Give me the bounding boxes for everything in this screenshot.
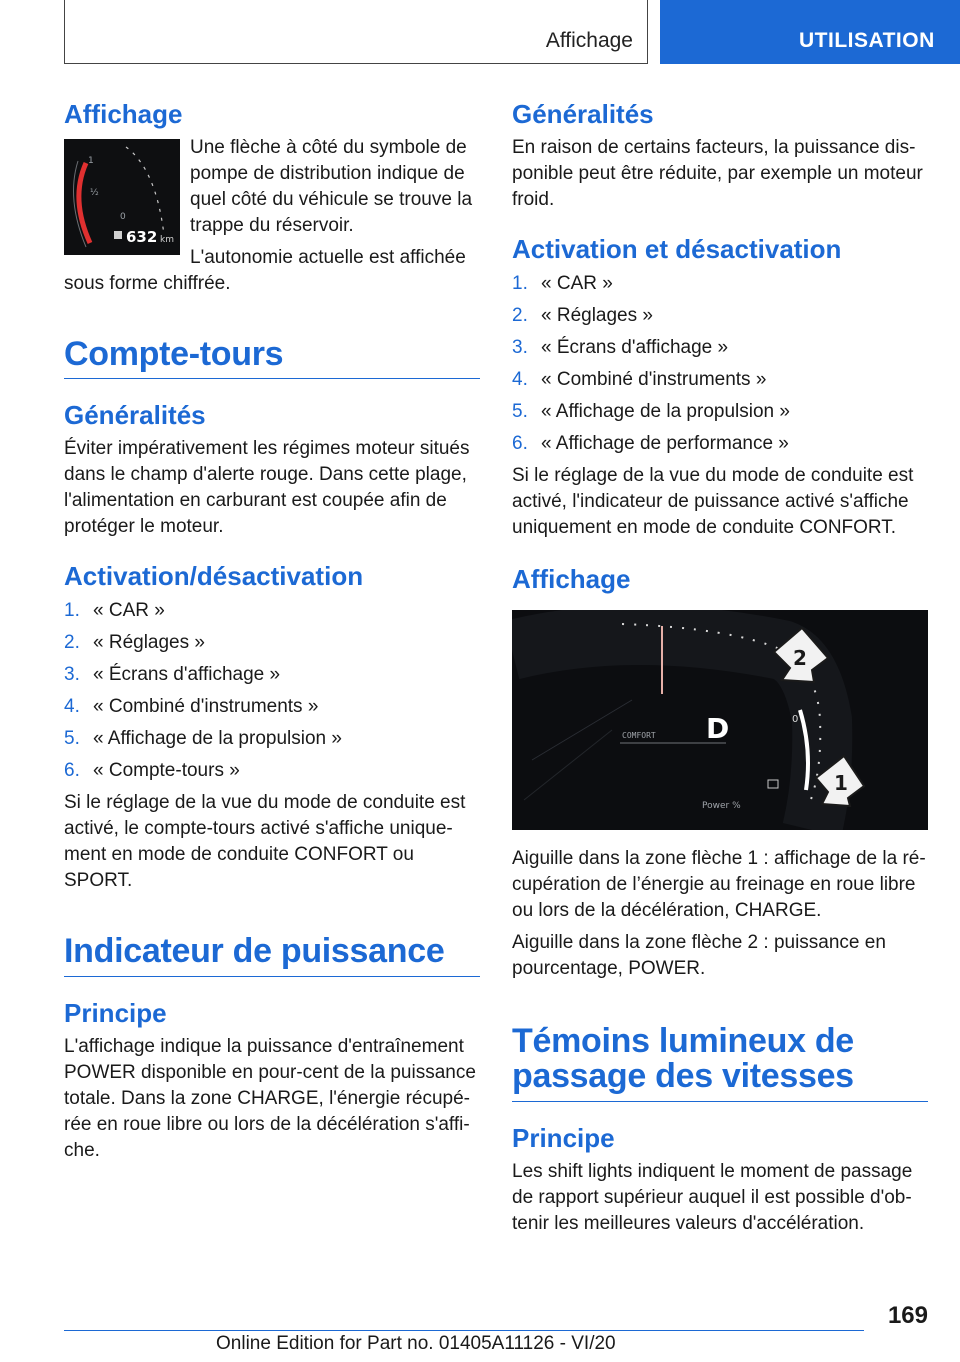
affichage-block [64,135,480,297]
section-title-activation-right: Activation et désactivation [512,233,842,264]
list-item: 3. « Écrans d'affichage » [64,664,281,686]
activation-right-note: Si le réglage de la vue du mode de conduite est activé, l'indicateur de puissance activé s'affiche uniquement en mode de conduite CONFORT. [512,465,914,539]
gauge-tick-half: ½ [90,187,99,198]
header-section-title: Affichage [545,29,633,52]
svg-text:1: 1 [834,770,848,795]
list-item: 4. « Combiné d'instruments » [512,369,767,391]
section-title-affichage-right: Affichage [512,564,631,595]
list-item: 6. « Affichage de performance » [512,433,789,455]
section-title-activation: Activation/désactivation [64,560,364,591]
header-chapter-tab: UTILISATION [660,0,960,64]
chapter-title-temoins: Témoins lumineux de passage des vitesses [512,1021,854,1096]
heading-indicateur [64,934,480,977]
principe-right-text: Les shift lights indiquent le moment de passage de rapport supérieur auquel il est possible d'ob-tenir les meilleures valeurs d'accélération. [512,1160,913,1234]
fuel-gauge-image [64,139,180,255]
svg-text:2: 2 [793,645,807,670]
activation-right-steps-list [512,271,928,463]
left-column [64,100,480,1164]
chapter-title-indicateur: Indicateur de puissance [64,932,445,971]
generalites-right-text: En raison de certains facteurs, la puissance dis-ponible peut être réduite, par exemple un moteur froid. [512,136,923,210]
list-item: 5. « Affichage de la propulsion » [64,728,342,750]
range-value: 632 [126,227,158,246]
list-item: 1. « CAR » [64,600,165,622]
heading-compte-tours [64,334,480,380]
affichage-paragraph-2: L'autonomie actuelle est affichée sous forme chiffrée. [64,246,466,294]
range-unit: km [160,234,174,245]
list-item: 3. « Écrans d'affichage » [512,337,729,359]
section-title-affichage: Affichage [64,99,183,129]
list-item: 4. « Combiné d'instruments » [64,696,319,718]
list-item: 5. « Affichage de la propulsion » [512,401,790,423]
section-title-generalites: Généralités [64,400,206,431]
power-indicator-image [512,610,928,830]
caption-arrow-2: Aiguille dans la zone flèche 2 : puissance en pourcentage, POWER. [512,931,886,979]
compte-tours-note: Si le réglage de la vue du mode de conduite est activé, le compte-tours activé s'affiche unique-ment en mode de conduite CONFORT ou SPORT. [64,792,466,892]
fuel-pump-icon [114,231,122,239]
power-scale-label: Power % [702,800,741,811]
page-number: 169 [887,1302,928,1329]
gauge-tick-full: 1 [88,155,94,166]
generalites-text: Éviter impérativement les régimes moteur situés dans le champ d'alerte rouge. Dans cette plage, l'alimentation en carburant est coupée afin de protéger le moteur. [64,437,470,537]
mode-label: COMFORT [622,730,656,740]
gear-indicator: D [706,711,730,745]
list-item: 1. « CAR » [512,273,613,295]
footer-divider [64,1330,864,1331]
activation-steps-list [64,598,480,790]
affichage-paragraph-1: Une flèche à côté du symbole de pompe de distribution indique de quel côté du véhicule se trouve la trappe du réservoir. [190,136,473,236]
section-title-principe-right: Principe [512,1123,615,1154]
gauge-tick-empty: 0 [120,211,126,222]
heading-temoins [512,1021,928,1102]
header-frame [64,0,648,64]
footer-edition-text: Online Edition for Part no. 01405A11126 - VI/20 [216,1333,616,1354]
section-title-principe: Principe [64,998,167,1029]
caption-arrow-1: Aiguille dans la zone flèche 1 : affichage de la ré-cupération de l’énergie au freinage en roue libre ou lors de la décélération, CHARGE. [512,847,926,921]
power-zero-tick: 0 [792,713,799,725]
list-item: 6. « Compte-tours » [64,760,240,782]
list-item: 2. « Réglages » [512,305,653,327]
chapter-title-compte-tours: Compte-tours [64,334,284,373]
right-column [512,100,928,1237]
principe-text: L'affichage indique la puissance d'entraînement POWER disponible en pour-cent de la puissance totale. Dans la zone CHARGE, l'énergie récupé-rée en roue libre ou lors de la décélération s'affi-che. [64,1035,476,1161]
list-item: 2. « Réglages » [64,632,205,654]
section-title-generalites-right: Généralités [512,99,654,129]
